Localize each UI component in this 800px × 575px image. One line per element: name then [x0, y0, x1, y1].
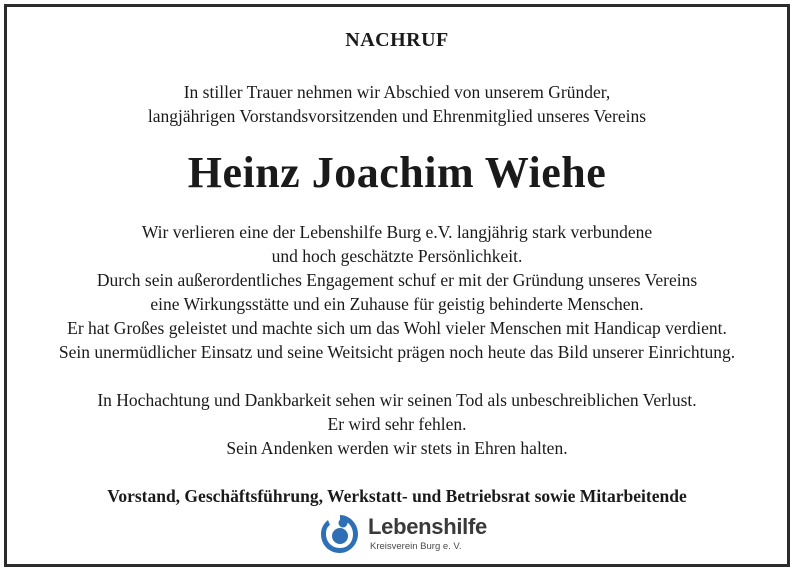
lebenshilfe-logo-icon: [318, 512, 362, 556]
body-line: Wir verlieren eine der Lebenshilfe Burg e.V. langjährig stark verbundene: [141, 222, 653, 242]
body-line: und hoch geschätzte Persönlichkeit.: [271, 246, 523, 266]
intro-text: [7, 80, 787, 128]
closing-line: Er wird sehr fehlen.: [327, 414, 467, 434]
closing-line: In Hochachtung und Dankbarkeit sehen wir seinen Tod als unbeschreiblichen Verlust.: [97, 390, 697, 410]
body-text: [7, 220, 787, 364]
lebenshilfe-logo: [318, 512, 488, 556]
intro-line: langjährigen Vorstandsvorsitzenden und Ehrenmitglied unseres Vereins: [147, 106, 647, 126]
body-line: Durch sein außerordentliches Engagement schuf er mit der Gründung unseres Vereins: [96, 270, 698, 290]
body-line: Sein unermüdlicher Einsatz und seine Weitsicht prägen noch heute das Bild unserer Einrichtung.: [58, 342, 736, 362]
obituary-notice: [4, 4, 790, 567]
closing-text: [7, 388, 787, 460]
logo-name: Lebenshilfe: [368, 514, 487, 539]
logo-subtitle: Kreisverein Burg e. V.: [370, 541, 462, 552]
body-line: Er hat Großes geleistet und machte sich um das Wohl vieler Menschen mit Handicap verdient.: [67, 318, 727, 338]
deceased-name: Heinz Joachim Wiehe: [187, 148, 607, 197]
signers: Vorstand, Geschäftsführung, Werkstatt- und Betriebsrat sowie Mitarbeitende: [107, 486, 687, 506]
body-line: eine Wirkungsstätte und ein Zuhause für geistig behinderte Menschen.: [150, 294, 644, 314]
notice-title: NACHRUF: [345, 29, 449, 51]
closing-line: Sein Andenken werden wir stets in Ehren halten.: [226, 438, 568, 458]
intro-line: In stiller Trauer nehmen wir Abschied von unserem Gründer,: [183, 82, 611, 102]
